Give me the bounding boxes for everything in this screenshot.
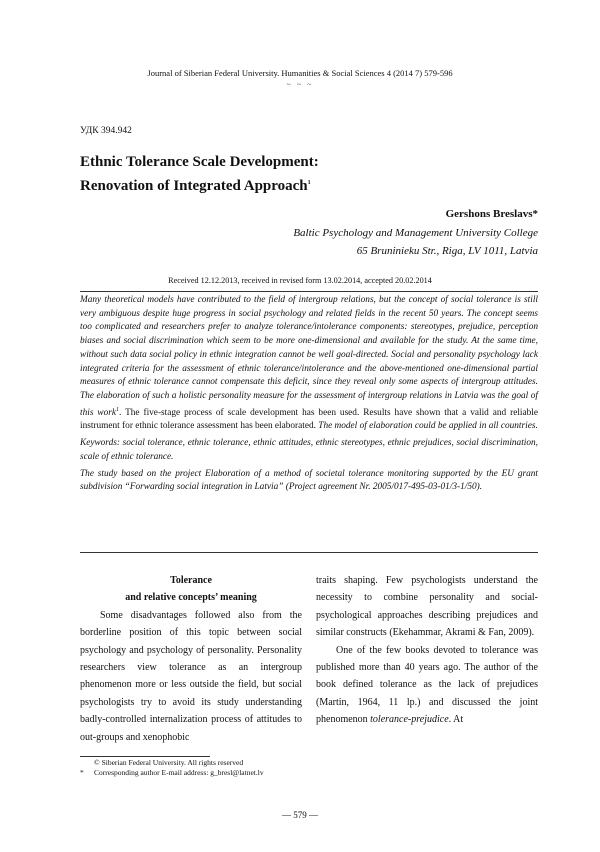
section-heading: [80, 572, 302, 607]
received-dates: Received 12.12.2013, received in revised form 13.02.2014, accepted 20.02.2014: [168, 276, 432, 285]
section-heading-line-2: and relative concepts’ meaning: [125, 592, 257, 604]
right-paragraph-2: [316, 642, 538, 729]
page-number: — 579 —: [282, 810, 318, 820]
right-paragraph-1: traits shaping. Few psychologists understand the necessity to combine personality and social-psychological approaches describing prejudices and similar constructs (Ekehammar, Akrami & Fan, 2009).: [316, 575, 538, 639]
abstract-final: The model of elaboration could be applied in all countries.: [315, 421, 538, 432]
affiliation-line-2: 65 Bruninieku Str., Riga, LV 1011, Latvia: [356, 245, 538, 257]
star-mark: *: [80, 768, 84, 777]
grant-note: The study based on the project Elaboration of a method of societal tolerance monitoring supported by the EU grant subdivision “Forwarding social integration in Latvia” (Project agreement Nr. 2005/017-495-03-01/3-1/50).: [80, 468, 538, 493]
footnotes: [80, 758, 264, 778]
abstract-italic: Many theoretical models have contributed to the field of intergroup relations, but the concept of social tolerance is still very ambiguous despite huge progress in social psychology and related fields in the recent 50 years. The concept seems too complicated and researchers prefer to analyze tolerance/intolerance components: stereotypes, prejudice, perception biases and social discrimination which seem to be more one-dimensional and available for the study. At the same time, without such data social policy in ethnic integration cannot be well goal-directed. Social and personality psychology lack integrated criteria for the assessment of ethnic tolerance/intolerance and the above-mentioned one-dimensional partial measures of ethnic tolerance cannot compensate this deficit, since they reveal only some aspects of intergroup attitudes. The elaboration of such a holistic personality measure for the assessment of intergroup relations in Latvia was the goal of this work: [80, 295, 538, 418]
right-paragraph-2-end: . At: [448, 714, 464, 726]
corresponding-note: [80, 768, 264, 778]
title-line-2: [80, 173, 520, 197]
keywords: Keywords: social tolerance, ethnic tolerance, ethnic attitudes, ethnic stereotypes, ethnic prejudices, social discrimination, scale of ethnic tolerance.: [80, 438, 538, 462]
copyright-note: [80, 758, 264, 768]
author-name: Gershons Breslavs*: [445, 208, 538, 220]
abstract-footnote-mark: 1: [115, 406, 119, 413]
left-column: [80, 572, 302, 746]
abstract-block: [80, 294, 538, 495]
corresponding-text: Corresponding author E-mail address: g_bresl@latnet.lv: [94, 768, 264, 777]
abstract-top-rule: [80, 291, 538, 292]
header-ornament: ~ ~ ~: [286, 80, 314, 89]
section-heading-line-1: Tolerance: [170, 575, 212, 586]
author-affiliation: [293, 224, 538, 260]
right-column: [316, 572, 538, 729]
udk-code: УДК 394.942: [80, 126, 132, 136]
title-line-1: Ethnic Tolerance Scale Development:: [80, 154, 319, 170]
journal-header: Journal of Siberian Federal University. Humanities & Social Sciences 4 (2014 7) 579-596: [147, 68, 453, 78]
footnote-rule: [80, 756, 210, 757]
abstract-text: [80, 294, 538, 434]
title-footnote-mark: 1: [307, 180, 311, 186]
right-paragraph-2-start: One of the few books devoted to tolerance was published more than 40 years ago. The author of the book defined tolerance as the lack of prejudices (Martin, 1964, 11 lp.) and discussed the joint phenomenon: [316, 644, 538, 726]
abstract-bottom-rule: [80, 552, 538, 553]
title-line-2-text: Renovation of Integrated Approach: [80, 178, 308, 194]
left-paragraph: Some disadvantages followed also from the borderline position of this topic between social psychology and psychology of personality. Personality researchers view tolerance as an intergroup phenomenon more or less outside the field, but social psychologists try to avoid its study understanding badly-controlled internalization process of attitudes to out-groups and xenophobic: [80, 609, 302, 743]
abstract-results: . The five-stage process of scale development has been used. Results have shown that a valid and reliable instrument for ethnic tolerance assessment has been elaborated.: [80, 407, 538, 432]
right-paragraph-2-term: tolerance-prejudice: [370, 714, 449, 726]
affiliation-line-1: Baltic Psychology and Management University College: [293, 227, 538, 239]
copyright-text: © Siberian Federal University. All rights reserved: [94, 758, 244, 767]
article-title: [80, 152, 520, 197]
